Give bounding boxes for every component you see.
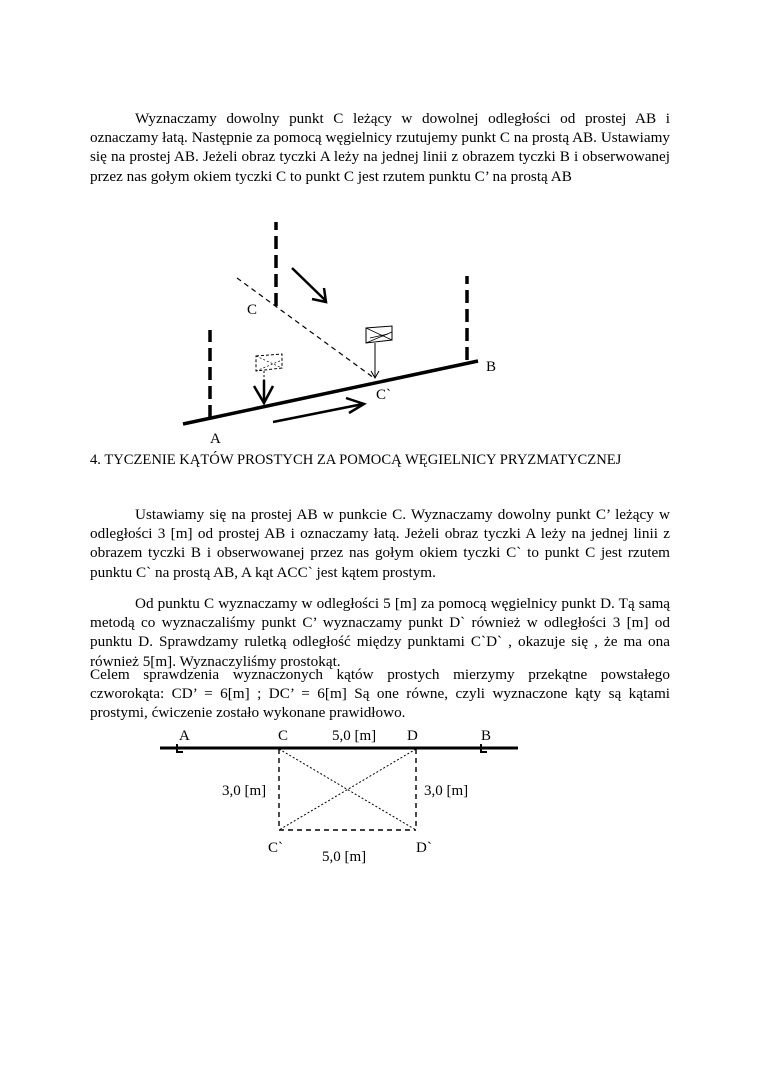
arrow-down-right-icon: [292, 268, 326, 302]
section-heading: 4. TYCZENIE KĄTÓW PROSTYCH ZA POMOCĄ WĘGIELNICY PRYZMATYCZNEJ: [90, 452, 622, 468]
label-c: C: [247, 302, 258, 318]
label-b-fig2: B: [481, 728, 492, 744]
label-a-fig2: A: [179, 728, 190, 744]
label-b: B: [486, 359, 497, 375]
label-d-fig2: D: [407, 728, 418, 744]
label-right-distance: 3,0 [m]: [424, 783, 469, 799]
label-c-fig2: C: [278, 728, 289, 744]
prism-square-dashed-icon: [256, 354, 282, 380]
paragraph-rectangle: Od punktu C wyznaczamy w odległości 5 [m] za pomocą węgielnicy punkt D. Tą samą metodą co wyznaczaliśmy punkt C’ wyznaczamy punkt D` również w odległości 3 [m] od punktu D. Sprawdzamy ruletką odległość między punktami C`D` , okazuje się , że ma ona również 5[m]. Wyznaczyliśmy prostokąt.: [90, 595, 670, 670]
projection-line: [237, 278, 374, 378]
label-a: A: [210, 431, 221, 447]
label-d-prime-fig2: D`: [416, 840, 432, 856]
label-c-prime-fig2: C`: [268, 840, 283, 856]
paragraph-verification: Celem sprawdzenia wyznaczonych kątów prostych mierzymy przekątne powstałego czworokąta: CD’ = 6[m] ; DC’ = 6[m] Są one równe, czyli wyznaczone kąty są kątami prostymi, ćwiczenie zostało wykonane prawidłowo.: [90, 666, 670, 722]
prism-square-icon: [366, 326, 392, 378]
label-c-prime: C`: [376, 387, 391, 403]
line-ab: [183, 361, 478, 424]
label-left-distance: 3,0 [m]: [222, 783, 267, 799]
paragraph-projection-method: Wyznaczamy dowolny punkt C leżący w dowolnej odległości od prostej AB i oznaczamy łatą. Następnie za pomocą węgielnicy rzutujemy punkt C na prostą AB. Ustawiamy się na prostej AB. Jeżeli obraz tyczki A leży na jednej linii z obrazem tyczki B i obserwowanej przez nas gołym okiem tyczki C to punkt C jest rzutem punktu C’ na prostą AB: [90, 110, 670, 185]
arrow-down-icon: [254, 380, 273, 403]
label-top-distance: 5,0 [m]: [332, 728, 377, 744]
diagonal-c-d-prime: [279, 749, 416, 830]
label-bottom-distance: 5,0 [m]: [322, 849, 367, 865]
diagonal-d-c-prime: [279, 749, 416, 830]
paragraph-setup-right-angle: Ustawiamy się na prostej AB w punkcie C. Wyznaczamy dowolny punkt C’ leżący w odległości 3 [m] od prostej AB i oznaczamy łatą. Jeżeli obraz tyczki A leży na jednej linii z obrazem tyczki B i obserwowanej przez nas gołym okiem tyczki C` to punkt C jest rzutem punktu C` na prostą AB, A kąt ACC` jest kątem prostym.: [90, 506, 670, 581]
